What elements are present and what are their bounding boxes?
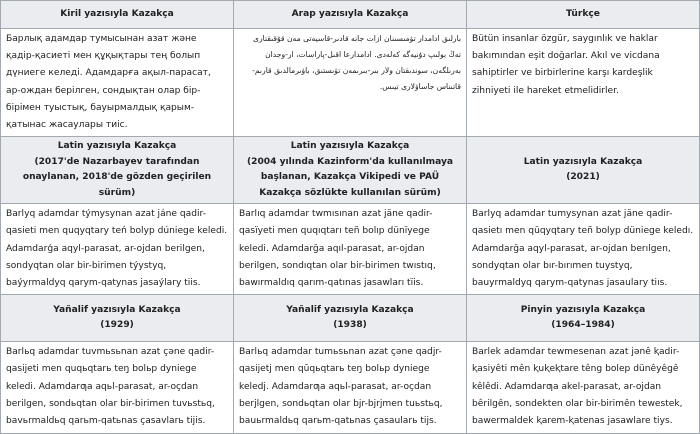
header-kiril: Kiril yazısıyla Kazakça [1,1,234,29]
header-row-2 [1,137,700,204]
header-row-1 [1,1,700,29]
header-yanalif-1929: Yañalif yazısıyla Kazakça (1929) [1,295,234,342]
cell-latin-2021-text: Barlyq adamdar tumysynan azat jäne qadir-qasietı men qūqyqtary teñ bolyp düniege keledı. Adamdarğa aqyl-parasat, ar-ojdan berılgen, sondyqtan olar bır-bırımen tuystyq, bauyrmaldyq qarym-qatynas jasaulary tiıs. [467,204,700,295]
cell-kiril-text: Барлық адамдар тумысынан азат және қадір-қасиеті мен құқықтары тең болып дүниеге келеді. Адамдарға ақыл-парасат, ар-ождан берілген, сондықтан олар бір-бірімен туыстық, бауырмалдық қарым-қатынас жасаулары тиіс. [1,29,234,137]
text-row-1 [1,29,700,137]
text-row-2 [1,204,700,295]
cell-yanalif-1938-text: Barlьq adamdar tumьsьnan azat çəne qadjr-qasijetj men qūqьqtarь teŋ bolьp dyniege keledj. Adamdarƣa aqьl-parasat, ar-oçdan berjlgen, sondьqtan olar bjr-bjrjmen tuьstьq, bauьrmaldьq qarьm-qatьnas çasaularь tijs. [234,342,467,434]
cell-arap-text: بارلىق ادامدار تۋمىسىنان ازات جانە قادىر-قاسيەتى مەن قۇقىقتارى تەڭ بولىپ دۇنيەگە كەلەدى. ادامدارعا اقىل-پاراسات، ار-وجدان بەرىلگەن، سوندىقتان ولار بىر-بىرىمەن تۋىستىق، باۋىرمالدىق قارىم-قاتىناس جاساۋلارى تيىس. [234,29,467,137]
cell-turkce-text: Bütün insanlar özgür, saygınlık ve haklar bakımından eşit doğarlar. Akıl ve vicdana sahiptirler ve birbirlerine karşı kardeşlik zihniyeti ile hareket etmelidirler. [467,29,700,137]
header-latin-2004: Latin yazısıyla Kazakça (2004 yılında Kazinform'da kullanılmaya başlanan, Kazakça Vikipedi ve PAÜ Kazakça sözlükte kullanılan sürüm) [234,137,467,204]
cell-yanalif-1929-text: Barlьq adamdar tuvmьsьnan azat çəne qadir-qasijeti men quqьqtarь teŋ bolьp dyniege keledi. Adamdarƣa aqьl-parasat, ar-oçdan berilgen, sondьqtan olar bir-birimen tuvьstьq, bavьrmaldьq qarьm-qatьnas çasavlarь tijis. [1,342,234,434]
header-pinyin: Pinyin yazısıyla Kazakça (1964–1984) [467,295,700,342]
header-row-3 [1,295,700,342]
cell-latin-2017-text: Barlyq adamdar týmysynan azat jáne qadir-qasieti men quqyqtary teń bolyp dúniege keledi. Adamdarǵa aqyl-parasat, ar-ojdan berilgen, sondyqtan olar bir-birimen týystyq, baýyrmaldyq qarym-qatynas jasaýlary tiis. [1,204,234,295]
header-arap: Arap yazısıyla Kazakça [234,1,467,29]
cell-latin-2004-text: Barlıq adamdar twmısınan azat jäne qadir-qasïyeti men quqıqtarı teñ bolıp dünïyege keledi. Adamdarğa aqıl-parasat, ar-ojdan berilgen, sondıqtan olar bir-birimen twıstıq, bawırmaldıq qarım-qatınas jasawları tïis. [234,204,467,295]
header-turkce: Türkçe [467,1,700,29]
header-latin-2021: Latin yazısıyla Kazakça (2021) [467,137,700,204]
cell-pinyin-text: Barlek adamdar tewmesenan azat jənê ⱪadir-ⱪasiyêti mên ⱪuⱪeⱪtare têng bolep dünêyêgê kêlêdi. Adamdarƣa akel-parasat, ar-ojdan bêrilgên, sondekten olar bir-birimên tewestek, bawermaldek ⱪarem-ⱪatenas jasawlare tiys. [467,342,700,434]
header-yanalif-1938: Yañalif yazısıyla Kazakça (1938) [234,295,467,342]
header-latin-2017: Latin yazısıyla Kazakça (2017'de Nazarbayev tarafından onaylanan, 2018'de gözden geçirilen sürüm) [1,137,234,204]
text-row-3 [1,342,700,434]
